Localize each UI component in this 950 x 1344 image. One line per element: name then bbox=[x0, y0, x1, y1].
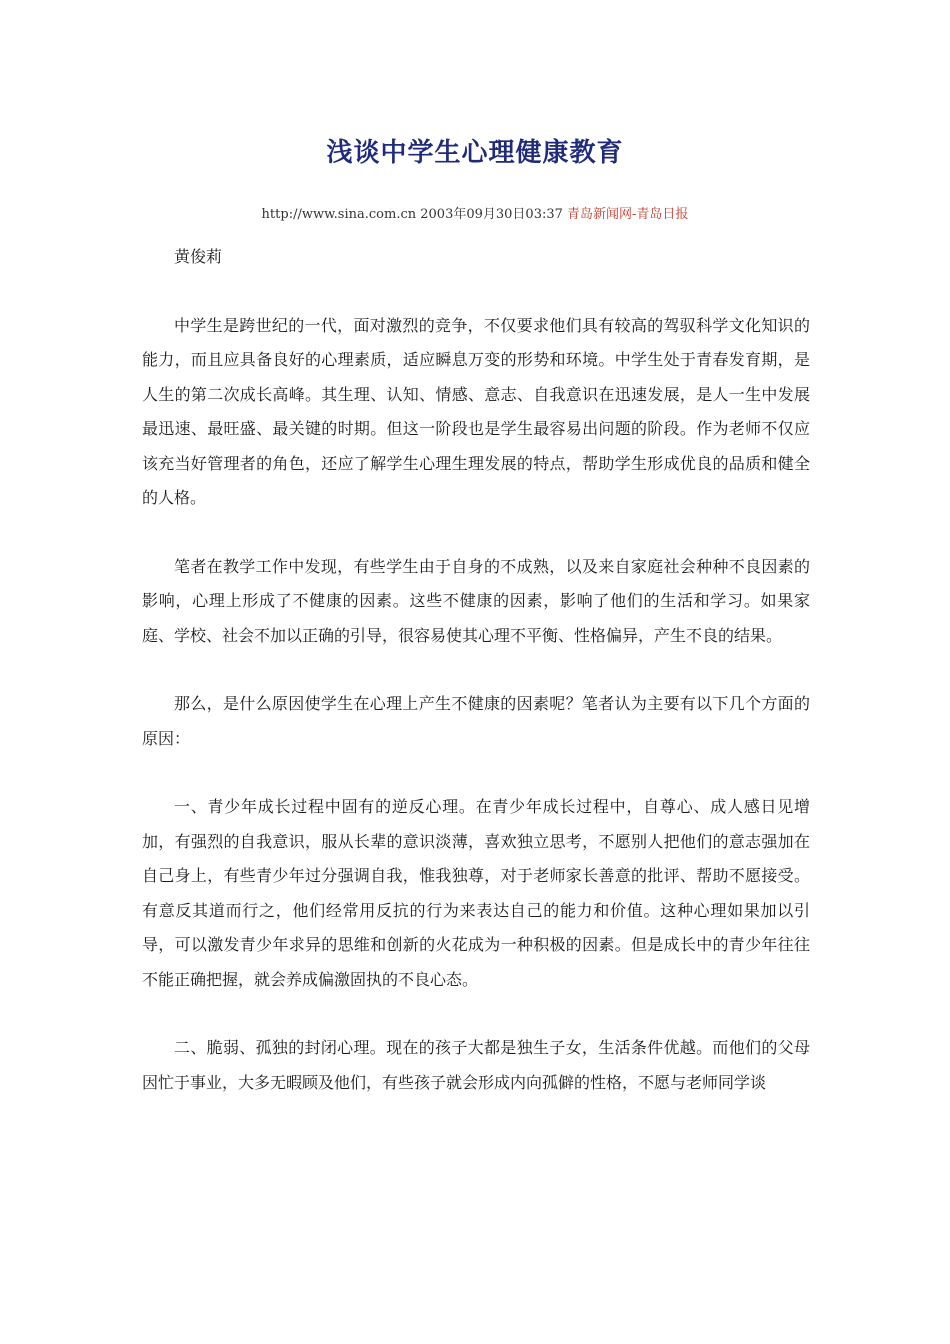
article-author: 黄俊莉 bbox=[174, 247, 223, 266]
article-body bbox=[142, 240, 810, 1100]
paragraph-3: 那么，是什么原因使学生在心理上产生不健康的因素呢？笔者认为主要有以下几个方面的原因： bbox=[142, 694, 810, 748]
paragraph-1: 中学生是跨世纪的一代，面对激烈的竞争，不仅要求他们具有较高的驾驭科学文化知识的能力，而且应具备良好的心理素质，适应瞬息万变的形势和环境。中学生处于青春发育期，是人生的第二次成长高峰。其生理、认知、情感、意志、自我意识在迅速发展，是人一生中发展最迅速、最旺盛、最关键的时期。但这一阶段也是学生最容易出问题的阶段。作为老师不仅应该充当好管理者的角色，还应了解学生心理生理发展的特点，帮助学生形成优良的品质和健全的人格。 bbox=[142, 315, 810, 507]
paragraph-4: 一、青少年成长过程中固有的逆反心理。在青少年成长过程中，自尊心、成人感日见增加，有强烈的自我意识，服从长辈的意识淡薄，喜欢独立思考，不愿别人把他们的意志强加在自己身上，有些青少年过分强调自我，惟我独尊，对于老师家长善意的批评、帮助不愿接受。有意反其道而行之，他们经常用反抗的行为来表达自己的能力和价值。这种心理如果加以引导，可以激发青少年求异的思维和创新的火花成为一种积极的因素。但是成长中的青少年往往不能正确把握，就会养成偏激固执的不良心态。 bbox=[142, 797, 810, 989]
meta-url: http://www.sina.com.cn bbox=[261, 207, 417, 222]
meta-source-link[interactable]: 青岛新闻网-青岛日报 bbox=[567, 207, 689, 222]
paragraph-5: 二、脆弱、孤独的封闭心理。现在的孩子大都是独生子女，生活条件优越。而他们的父母因忙于事业，大多无暇顾及他们，有些孩子就会形成内向孤僻的性格，不愿与老师同学谈 bbox=[142, 1038, 810, 1092]
article-title: 浅谈中学生心理健康教育 bbox=[326, 138, 624, 168]
article-meta bbox=[0, 203, 950, 222]
meta-date: 2003年09月30日03:37 bbox=[420, 207, 563, 222]
paragraph-2: 笔者在教学工作中发现，有些学生由于自身的不成熟，以及来自家庭社会种种不良因素的影响，心理上形成了不健康的因素。这些不健康的因素，影响了他们的生活和学习。如果家庭、学校、社会不加以正确的引导，很容易使其心理不平衡、性格偏异，产生不良的结果。 bbox=[142, 556, 810, 645]
